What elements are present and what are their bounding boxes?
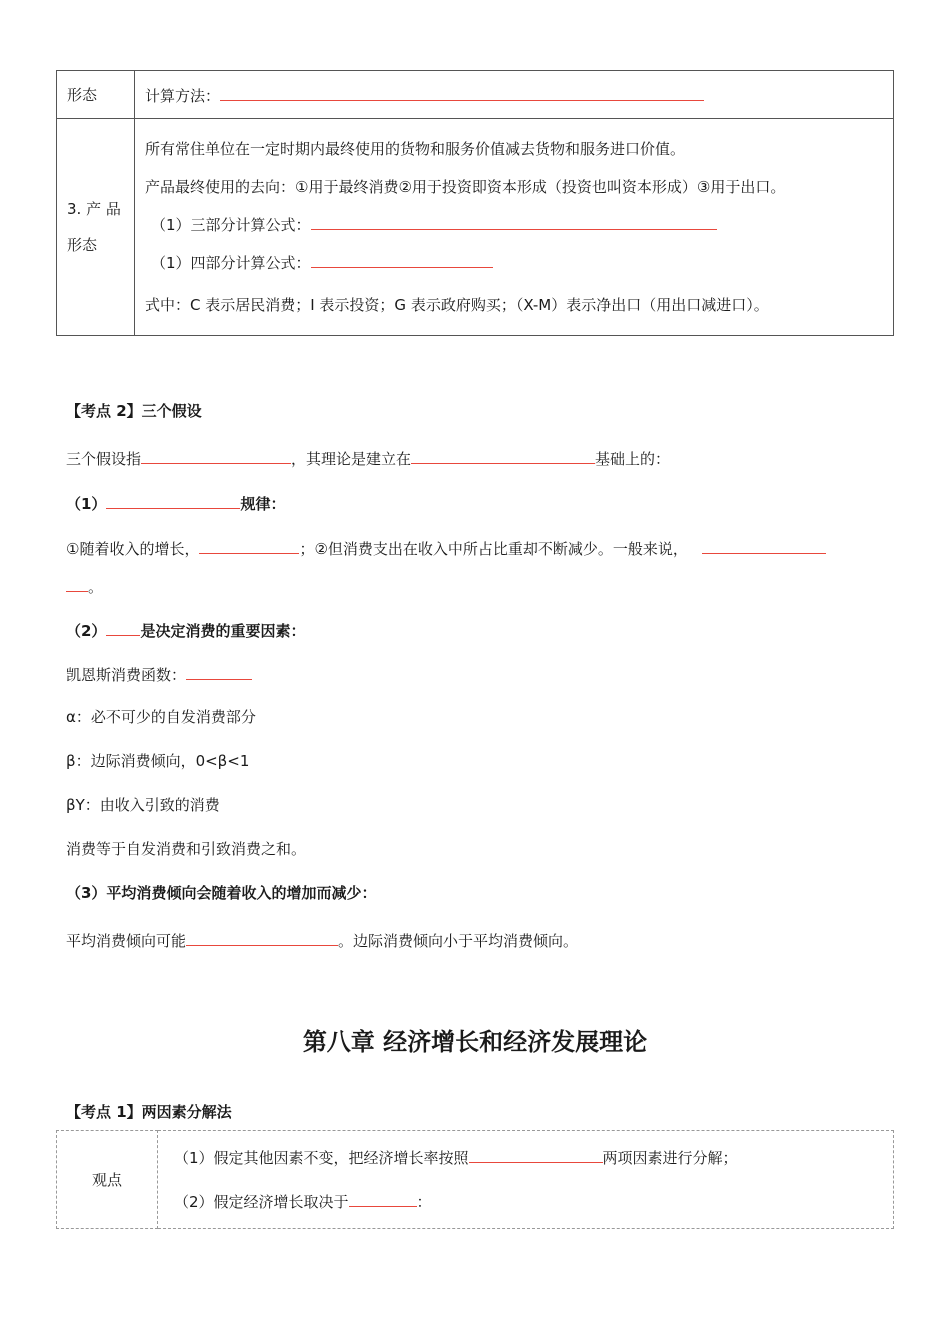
- formula4-line: [145, 244, 883, 282]
- p1-blank-2-cont[interactable]: [66, 574, 88, 592]
- keynes-label: 凯恩斯消费函数：: [66, 666, 187, 684]
- heading-3: （3）平均消费倾向会随着收入的增加而减少：: [66, 884, 377, 902]
- row-label-product-form: [57, 119, 135, 336]
- p1-blank-1[interactable]: [199, 536, 299, 554]
- heading-2-num: （2）: [66, 622, 107, 640]
- p1-text-b: ；②但消费支出在收入中所占比重却不断减少。一般来说，: [299, 540, 688, 558]
- vp1-blank[interactable]: [469, 1145, 603, 1163]
- formula4-blank[interactable]: [311, 250, 493, 268]
- calc-method-blank[interactable]: [220, 83, 704, 101]
- p1-end: 。: [88, 578, 104, 596]
- vp2-text-b: ：: [416, 1192, 432, 1211]
- calc-method-cell: [135, 71, 894, 119]
- heading-1-num: （1）: [66, 495, 107, 513]
- consumption-sum: 消费等于自发消费和引致消费之和。: [66, 840, 307, 858]
- row-label-line2: 形态: [67, 236, 98, 254]
- heading-1-text: 规律：: [240, 495, 286, 513]
- viewpoint-content: [158, 1131, 894, 1229]
- calc-method-label: 计算方法：: [145, 87, 221, 105]
- factor-blank[interactable]: [106, 618, 140, 636]
- row-label-form: 形态: [57, 71, 135, 119]
- p1-blank-2[interactable]: [702, 536, 826, 554]
- formula3-blank[interactable]: [311, 212, 717, 230]
- alpha-def: α：必不可少的自发消费部分: [66, 708, 256, 726]
- viewpoint-line-2: [174, 1180, 877, 1224]
- keynes-blank[interactable]: [186, 662, 252, 680]
- theory-basis-blank[interactable]: [411, 446, 595, 464]
- two-factor-table: [56, 1130, 894, 1229]
- paragraph-3: [66, 928, 578, 951]
- kaodian2-intro: [66, 446, 670, 469]
- p3-text-a: 平均消费倾向可能: [66, 932, 187, 950]
- kaodian1-title: 【考点 1】两因素分解法: [66, 1103, 232, 1121]
- product-form-content: [135, 119, 894, 336]
- vp1-text-a: （1）假定其他因素不变，把经济增长率按照: [174, 1148, 469, 1167]
- p3-text-b: 。边际消费倾向小于平均消费倾向。: [338, 932, 579, 950]
- paragraph-1: [66, 536, 826, 559]
- viewpoint-line-1: [174, 1136, 877, 1180]
- formula3-label: （1）三部分计算公式：: [151, 216, 311, 234]
- formula3-line: [145, 206, 883, 244]
- intro-text-b: ，其理论是建立在: [291, 450, 412, 468]
- product-form-table: [56, 70, 894, 336]
- vp1-text-b: 两项因素进行分解；: [602, 1148, 738, 1167]
- formula-legend: 式中：C 表示居民消费；I 表示投资；G 表示政府购买；（X-M）表示净出口（用出口减进口）。: [145, 296, 769, 314]
- kaodian2-title: 【考点 2】三个假设: [66, 402, 202, 420]
- viewpoint-label: 观点: [57, 1131, 158, 1229]
- chapter-title: 第八章 经济增长和经济发展理论: [302, 1028, 648, 1056]
- intro-text-a: 三个假设指: [66, 450, 142, 468]
- paragraph-1-cont: [66, 574, 103, 597]
- heading-2: [66, 618, 305, 641]
- heading-2-text: 是决定消费的重要因素：: [140, 622, 306, 640]
- intro-text-c: 基础上的：: [595, 450, 671, 468]
- three-assumptions-blank[interactable]: [141, 446, 291, 464]
- keynes-line: [66, 662, 252, 685]
- product-uses: 产品最终使用的去向：①用于最终消费②用于投资即资本形成（投资也叫资本形成）③用于出口。: [145, 178, 786, 196]
- formula4-label: （1）四部分计算公式：: [151, 254, 311, 272]
- p3-blank[interactable]: [186, 928, 338, 946]
- beta-def: β：边际消费倾向，0<β<1: [66, 752, 250, 770]
- row-label-line1: 3. 产 品: [67, 200, 121, 218]
- heading-1: [66, 491, 285, 514]
- vp2-blank[interactable]: [349, 1189, 417, 1207]
- betay-def: βY：由收入引致的消费: [66, 796, 220, 814]
- law-name-blank[interactable]: [106, 491, 240, 509]
- vp2-text-a: （2）假定经济增长取决于: [174, 1192, 349, 1211]
- p1-text-a: ①随着收入的增长，: [66, 540, 200, 558]
- product-form-desc: 所有常住单位在一定时期内最终使用的货物和服务价值减去货物和服务进口价值。: [145, 140, 686, 158]
